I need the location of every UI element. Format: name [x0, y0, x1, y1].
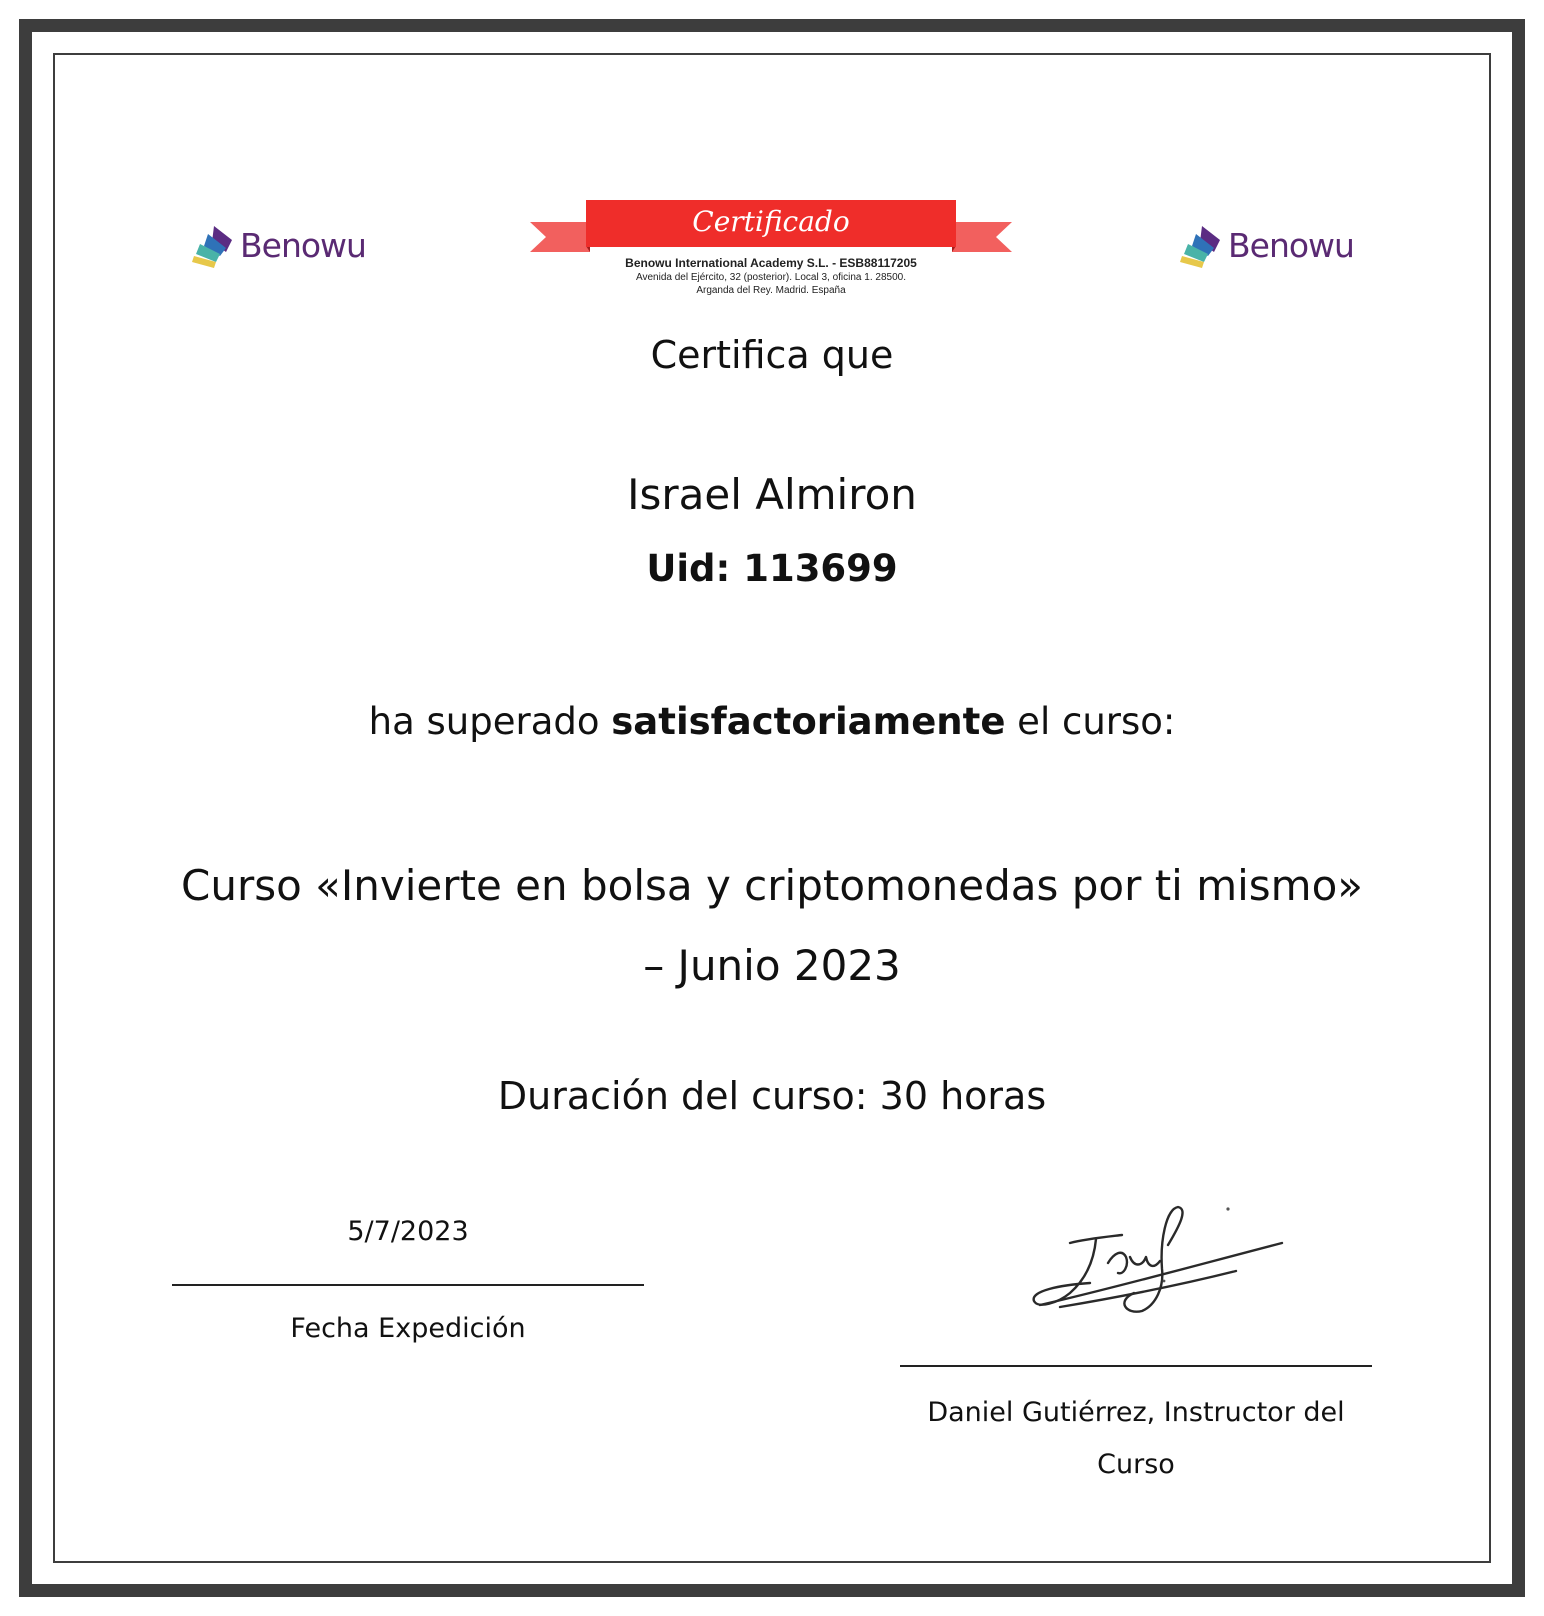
seal-address-1: Avenida del Ejército, 32 (posterior). Local 3, oficina 1. 28500.: [636, 272, 906, 283]
course-duration: Duración del curso: 30 horas: [497, 1074, 1047, 1118]
benowu-logo-left: [192, 222, 382, 274]
recipient-name: Israel Almiron: [627, 470, 917, 519]
book-logo-icon: [1180, 222, 1228, 274]
logo-text: Benowu: [240, 226, 366, 265]
passed-emphasis: satisfactoriamente: [611, 700, 1006, 743]
signature-divider: [900, 1365, 1372, 1367]
seal-company: Benowu International Academy S.L. - ESB88117205: [625, 256, 917, 270]
seal-address-2: Arganda del Rey. Madrid. España: [696, 285, 846, 296]
signer-caption-line-1: Daniel Gutiérrez, Instructor del: [927, 1397, 1345, 1428]
course-title-line-2: – Junio 2023: [643, 941, 901, 990]
certifies-text: Certifica que: [650, 333, 894, 377]
course-title-line-1: Curso «Invierte en bolsa y criptomonedas por ti mismo»: [181, 861, 1363, 910]
passed-suffix: el curso:: [1005, 700, 1176, 743]
logo-text: Benowu: [1228, 226, 1354, 265]
signer-caption-line-2: Curso: [1097, 1449, 1175, 1480]
handwritten-signature: [1030, 1205, 1288, 1320]
benowu-logo-right: [1180, 222, 1370, 274]
book-logo-icon: [192, 222, 240, 274]
passed-statement: [60, 700, 1484, 743]
issue-date: 5/7/2023: [347, 1216, 469, 1247]
passed-prefix: ha superado: [368, 700, 612, 743]
recipient-uid: Uid: 113699: [646, 547, 898, 590]
seal-title: Certificado: [692, 205, 850, 238]
certificate-seal: [530, 200, 1012, 300]
issue-date-label: Fecha Expedición: [290, 1313, 526, 1344]
signer-caption: [900, 1387, 1372, 1491]
course-title: [60, 846, 1484, 1006]
date-divider: [172, 1284, 644, 1286]
